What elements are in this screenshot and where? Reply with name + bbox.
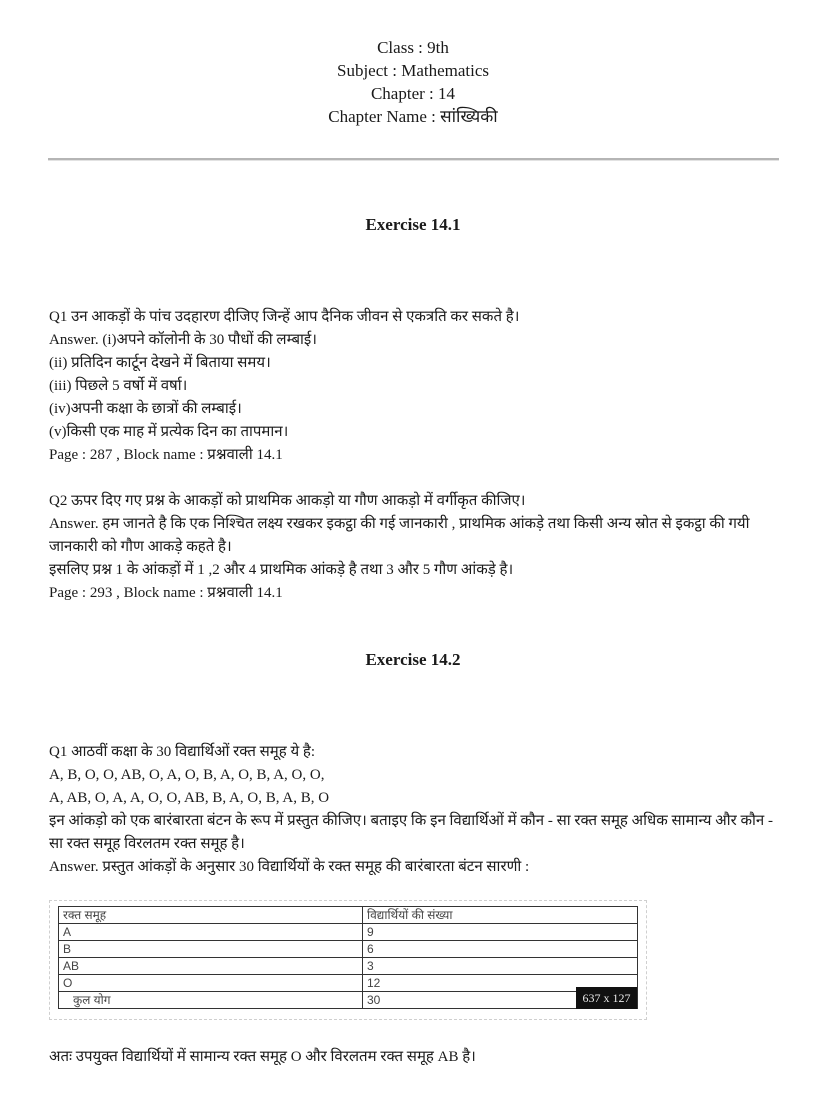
ex2-q1-question-line: Q1 आठवीं कक्षा के 30 विद्यार्थिओं रक्त समूह ये है: xyxy=(49,744,316,760)
table-row xyxy=(59,941,638,958)
ex1-q1-question: Q1 उन आकड़ों के पांच उदहारण दीजिए जिन्हें आप दैनिक जीवन से एकत्रति कर सकते है। xyxy=(49,309,520,325)
table-total-row xyxy=(59,992,638,1009)
ex2-q1-question-line: A, AB, O, A, A, O, O, AB, B, A, O, B, A, B, O xyxy=(49,790,330,806)
cell-count: 6 xyxy=(363,941,638,958)
exercise-14-2-title: Exercise 14.2 xyxy=(365,650,461,669)
cell-group: B xyxy=(59,941,363,958)
ex2-q1-conclusion-block xyxy=(49,1046,789,1069)
ex1-q2-answer-line: इसलिए प्रश्न 1 के आंकड़ों में 1 ,2 और 4 प्राथमिक आंकड़े है तथा 3 और 5 गौण आंकड़े है। xyxy=(49,562,514,578)
header-blood-group: रक्त समूह xyxy=(59,907,363,924)
frequency-table-frame xyxy=(49,900,647,1020)
ex2-q1-question-line: इन आंकड़ो को एक बारंबारता बंटन के रूप में प्रस्तुत कीजिए। बताइए कि इन विद्यार्थिओं में कौन - सा रक्त समूह अधिक सामान्य और कौन - सा रक्त समूह विरलतम रक्त समूह है। xyxy=(49,813,773,852)
ex1-q2-answer-line: Answer. हम जानते है कि एक निश्चित लक्ष्य रखकर इकट्ठा की गई जानकारी , प्राथमिक आंकड़े तथा किसी अन्य स्रोत से इकट्ठा की गयी जानकारी को गौण आकड़े कहते है। xyxy=(49,516,750,555)
ex1-q2-question: Q2 ऊपर दिए गए प्रश्न के आकड़ों को प्राथमिक आकड़ो या गौण आकड़ो में वर्गीकृत कीजिए। xyxy=(49,493,526,509)
total-value: 30 xyxy=(363,992,638,1009)
ex1-q1-answer-line: (iii) पिछले 5 वर्षो में वर्षा। xyxy=(49,378,188,394)
ex1-q1-source: Page : 287 , Block name : प्रश्नवाली 14.1 xyxy=(49,447,283,463)
ex2-q1-block xyxy=(49,741,789,879)
cell-count: 3 xyxy=(363,958,638,975)
cell-group: A xyxy=(59,924,363,941)
document-header xyxy=(0,36,826,128)
ex1-q2-source: Page : 293 , Block name : प्रश्नवाली 14.1 xyxy=(49,585,283,601)
cell-group: AB xyxy=(59,958,363,975)
ex1-q1-answer-line: (ii) प्रतिदिन कार्टून देखने में बिताया समय। xyxy=(49,355,271,371)
table-row xyxy=(59,924,638,941)
image-dimension-badge: 637 x 127 xyxy=(576,987,637,1009)
blood-group-frequency-table xyxy=(58,906,638,1009)
class-line: Class : 9th xyxy=(377,38,449,57)
cell-count: 12 xyxy=(363,975,638,992)
total-label: कुल योग xyxy=(59,992,363,1009)
ex1-q1-answer-line: (iv)अपनी कक्षा के छात्रों की लम्बाई। xyxy=(49,401,242,417)
ex1-q2-block xyxy=(49,490,789,605)
ex2-q1-conclusion: अतः उपयुक्त विद्यार्थियों में सामान्य रक्त समूह O और विरलतम रक्त समूह AB है। xyxy=(49,1049,476,1065)
table-row xyxy=(59,958,638,975)
ex1-q1-answer-line: Answer. (i)अपने कॉलोनी के 30 पौधों की लम्बाई। xyxy=(49,332,317,348)
subject-line: Subject : Mathematics xyxy=(336,61,490,80)
chapter-line: Chapter : 14 xyxy=(370,84,456,103)
ex2-q1-question-line: A, B, O, O, AB, O, A, O, B, A, O, B, A, O, O, xyxy=(49,767,325,783)
chapter-name-line: Chapter Name : सांख्यिकी xyxy=(328,107,498,126)
cell-count: 9 xyxy=(363,924,638,941)
header-divider xyxy=(48,158,779,161)
cell-group: O xyxy=(59,975,363,992)
table-header-row xyxy=(59,907,638,924)
header-student-count: विद्यार्थियों की संख्या xyxy=(363,907,638,924)
table-row xyxy=(59,975,638,992)
ex1-q1-answer-line: (v)किसी एक माह में प्रत्येक दिन का तापमान। xyxy=(49,424,289,440)
ex2-q1-answer-intro: Answer. प्रस्तुत आंकड़ों के अनुसार 30 विद्यार्थियों के रक्त समूह की बारंबारता बंटन सारणी : xyxy=(49,859,530,875)
ex1-q1-block xyxy=(49,306,789,467)
exercise-14-1-title: Exercise 14.1 xyxy=(365,215,461,234)
